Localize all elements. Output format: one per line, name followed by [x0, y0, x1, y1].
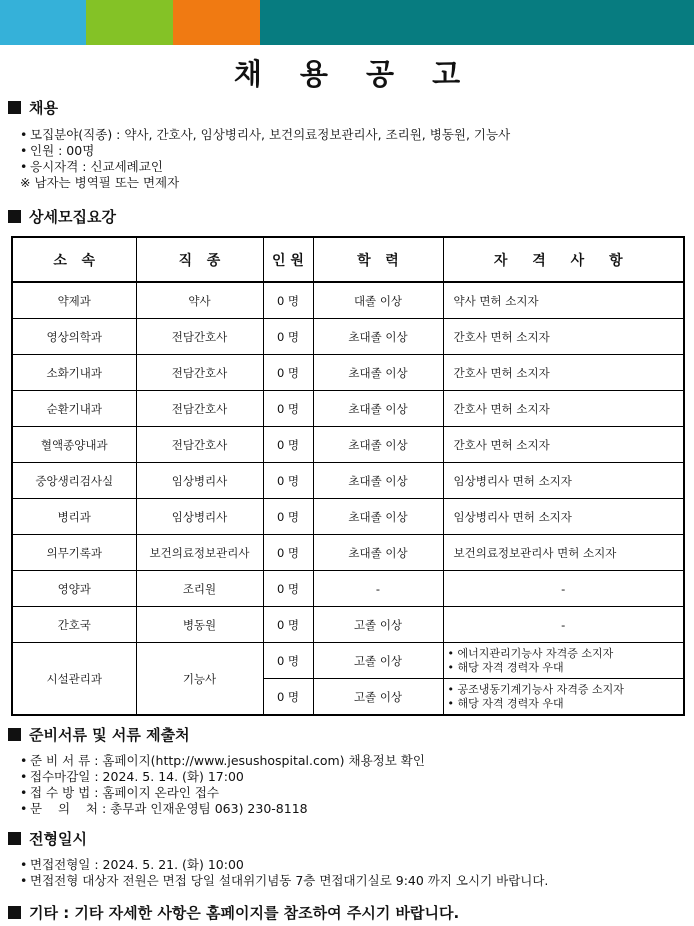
square-bullet-icon: [8, 101, 21, 114]
cell-job: 임상병리사: [136, 499, 263, 535]
cell-job: 전담간호사: [136, 355, 263, 391]
cell-job: 보건의료정보관리사: [136, 535, 263, 571]
cell-count: 0 명: [263, 679, 313, 716]
cell-dept: 영양과: [12, 571, 136, 607]
cell-edu: 고졸 이상: [313, 607, 443, 643]
qual-line: • 해당 자격 경력자 우대: [447, 696, 564, 710]
table-row: [12, 643, 684, 679]
cell-qual: 보건의료정보관리사 면허 소지자: [443, 535, 684, 571]
section-title: 준비서류 및 서류 제출처: [29, 726, 190, 744]
cell-edu: 고졸 이상: [313, 679, 443, 716]
cell-count: 0 명: [263, 427, 313, 463]
cell-qual: 간호사 면허 소지자: [443, 319, 684, 355]
cell-count: 0 명: [263, 463, 313, 499]
table-row: [12, 607, 684, 643]
header-count: 인 원: [263, 237, 313, 282]
square-bullet-icon: [8, 210, 21, 223]
page-title: 채 용 공 고: [233, 57, 475, 91]
cell-dept: 간호국: [12, 607, 136, 643]
table-header-row: [12, 237, 684, 282]
list-item: • 준 비 서 류 : 홈페이지(http://www.jesushospital.com) 채용정보 확인: [20, 753, 425, 769]
cell-count: 0 명: [263, 571, 313, 607]
cell-count: 0 명: [263, 535, 313, 571]
header-edu: 학 력: [313, 237, 443, 282]
cell-dept: 순환기내과: [12, 391, 136, 427]
list-item: • 인원 : 00명: [20, 143, 510, 159]
cell-job: 병동원: [136, 607, 263, 643]
cell-count: 0 명: [263, 643, 313, 679]
cell-dept: 약제과: [12, 282, 136, 319]
cell-edu: 초대졸 이상: [313, 319, 443, 355]
header-dept: 소 속: [12, 237, 136, 282]
cell-job: 전담간호사: [136, 391, 263, 427]
table-row: [12, 319, 684, 355]
cell-edu: 초대졸 이상: [313, 427, 443, 463]
table-row: [12, 535, 684, 571]
cell-qual: [443, 643, 684, 679]
section-schedule-heading: [8, 828, 87, 849]
cell-edu: 고졸 이상: [313, 643, 443, 679]
list-item: • 문 의 처 : 총무과 인재운영팀 063) 230-8118: [20, 801, 425, 817]
cell-edu: 대졸 이상: [313, 282, 443, 319]
schedule-list: [20, 857, 548, 889]
cell-count: 0 명: [263, 355, 313, 391]
list-item: • 접 수 방 법 : 홈페이지 온라인 접수: [20, 785, 425, 801]
table-row: [12, 499, 684, 535]
cell-dept: 혈액종양내과: [12, 427, 136, 463]
cell-edu: 초대졸 이상: [313, 535, 443, 571]
cell-dept: 시설관리과: [12, 643, 136, 716]
list-item: • 면접전형일 : 2024. 5. 21. (화) 10:00: [20, 857, 548, 873]
cell-count: 0 명: [263, 607, 313, 643]
cell-count: 0 명: [263, 319, 313, 355]
square-bullet-icon: [8, 906, 21, 919]
list-item: • 접수마감일 : 2024. 5. 14. (화) 17:00: [20, 769, 425, 785]
cell-edu: 초대졸 이상: [313, 499, 443, 535]
cell-qual: -: [443, 571, 684, 607]
cell-dept: 중앙생리검사실: [12, 463, 136, 499]
list-item: • 모집분야(직종) : 약사, 간호사, 임상병리사, 보건의료정보관리사, 조리원, 병동원, 기능사: [20, 127, 510, 143]
cell-qual: 간호사 면허 소지자: [443, 355, 684, 391]
section-detail-heading: [8, 206, 116, 227]
recruit-table: [11, 236, 685, 716]
cell-count: 0 명: [263, 499, 313, 535]
color-block-teal: [260, 0, 694, 45]
cell-job: 전담간호사: [136, 427, 263, 463]
qual-line: • 해당 자격 경력자 우대: [447, 660, 564, 674]
table-row: [12, 571, 684, 607]
cell-job: 전담간호사: [136, 319, 263, 355]
cell-count: 0 명: [263, 391, 313, 427]
square-bullet-icon: [8, 832, 21, 845]
header-job: 직 종: [136, 237, 263, 282]
cell-qual: 약사 면허 소지자: [443, 282, 684, 319]
table-row: [12, 463, 684, 499]
cell-qual: 간호사 면허 소지자: [443, 391, 684, 427]
table-row: [12, 282, 684, 319]
qual-line: • 공조냉동기계기능사 자격증 소지자: [447, 682, 624, 696]
recruit-list: [20, 127, 510, 191]
section-documents-heading: [8, 724, 190, 745]
qual-line: • 에너지관리기능사 자격증 소지자: [447, 646, 614, 660]
footer-text: 기타 : 기타 자세한 사항은 홈페이지를 참조하여 주시기 바랍니다.: [29, 904, 460, 922]
table-row: [12, 391, 684, 427]
cell-qual: 임상병리사 면허 소지자: [443, 499, 684, 535]
list-item: • 면접전형 대상자 전원은 면접 당일 설대위기념동 7층 면접대기실로 9:40 까지 오시기 바랍니다.: [20, 873, 548, 889]
section-recruit-heading: [8, 97, 58, 118]
footer-note: [8, 902, 459, 923]
cell-dept: 영상의학과: [12, 319, 136, 355]
color-block-orange: [173, 0, 260, 45]
top-color-bar: [0, 0, 694, 45]
header-qual: 자 격 사 항: [443, 237, 684, 282]
cell-edu: -: [313, 571, 443, 607]
section-title: 채용: [29, 99, 58, 117]
cell-qual: -: [443, 607, 684, 643]
list-item-note: ※ 남자는 병역필 또는 면제자: [20, 175, 180, 190]
cell-dept: 소화기내과: [12, 355, 136, 391]
cell-edu: 초대졸 이상: [313, 391, 443, 427]
square-bullet-icon: [8, 728, 21, 741]
cell-count: 0 명: [263, 282, 313, 319]
cell-dept: 병리과: [12, 499, 136, 535]
section-title: 전형일시: [29, 830, 87, 848]
section-title: 상세모집요강: [29, 208, 116, 226]
cell-job: 약사: [136, 282, 263, 319]
cell-qual: [443, 679, 684, 716]
documents-list: [20, 753, 425, 817]
table-row: [12, 427, 684, 463]
color-block-green: [86, 0, 173, 45]
color-block-blue: [0, 0, 86, 45]
cell-job: 임상병리사: [136, 463, 263, 499]
cell-qual: 간호사 면허 소지자: [443, 427, 684, 463]
cell-job: 조리원: [136, 571, 263, 607]
cell-job: 기능사: [136, 643, 263, 716]
cell-edu: 초대졸 이상: [313, 463, 443, 499]
table-row: [12, 355, 684, 391]
cell-edu: 초대졸 이상: [313, 355, 443, 391]
list-item: • 응시자격 : 신교세례교인: [20, 159, 510, 175]
cell-qual: 임상병리사 면허 소지자: [443, 463, 684, 499]
cell-dept: 의무기록과: [12, 535, 136, 571]
